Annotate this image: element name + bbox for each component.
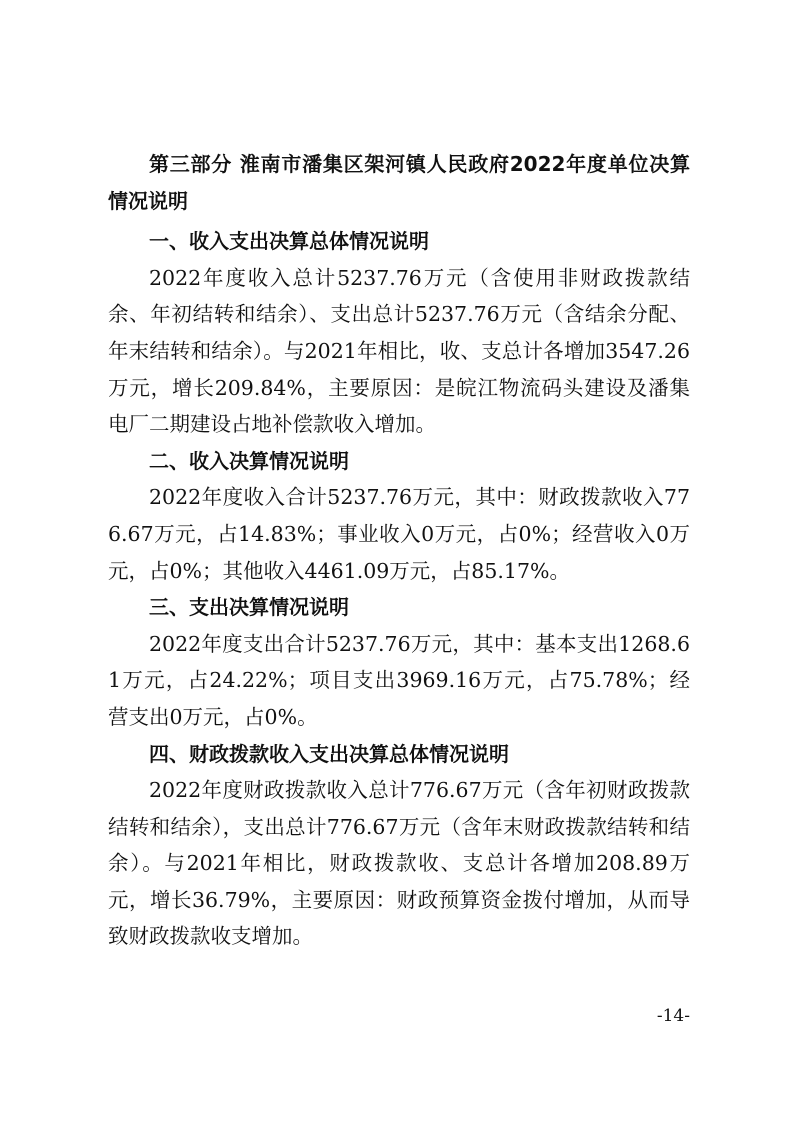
- section-body-1: 2022年度收入总计5237.76万元（含使用非财政拨款结余、年初结转和结余）、支出总计5237.76万元（含结余分配、年末结转和结余）。与2021年相比，收、支总计各增加3547.26万元，增长209.84%，主要原因：是皖江物流码头建设及潘集电厂二期建设占地补偿款收入增加。: [108, 265, 690, 437]
- section-heading-3: 三、支出决算情况说明: [149, 595, 349, 620]
- section-body-4: 2022年度财政拨款收入总计776.67万元（含年初财政拨款结转和结余），支出总计776.67万元（含年末财政拨款结转和结余）。与2021年相比，财政拨款收、支总计各增加208.89万元，增长36.79%，主要原因：财政预算资金拨付增加，从而导致财政拨款收支增加。: [108, 778, 690, 949]
- section-body-2: 2022年度收入合计5237.76万元，其中：财政拨款收入776.67万元，占14.83%；事业收入0万元，占0%；经营收入0万元，占0%；其他收入4461.09万元，占85.17%。: [108, 485, 690, 583]
- page-title: 第三部分 淮南市潘集区架河镇人民政府2022年度单位决算情况说明: [108, 152, 690, 213]
- section-heading-2: 二、收入决算情况说明: [149, 448, 349, 473]
- page-number: -14-: [656, 1006, 690, 1026]
- document-body: [108, 146, 690, 955]
- section-body-3: 2022年度支出合计5237.76万元，其中：基本支出1268.61万元，占24.22%；项目支出3969.16万元，占75.78%；经营支出0万元，占0%。: [108, 631, 690, 729]
- section-heading-4: 四、财政拨款收入支出决算总体情况说明: [149, 741, 509, 766]
- section-heading-1: 一、收入支出决算总体情况说明: [149, 229, 429, 254]
